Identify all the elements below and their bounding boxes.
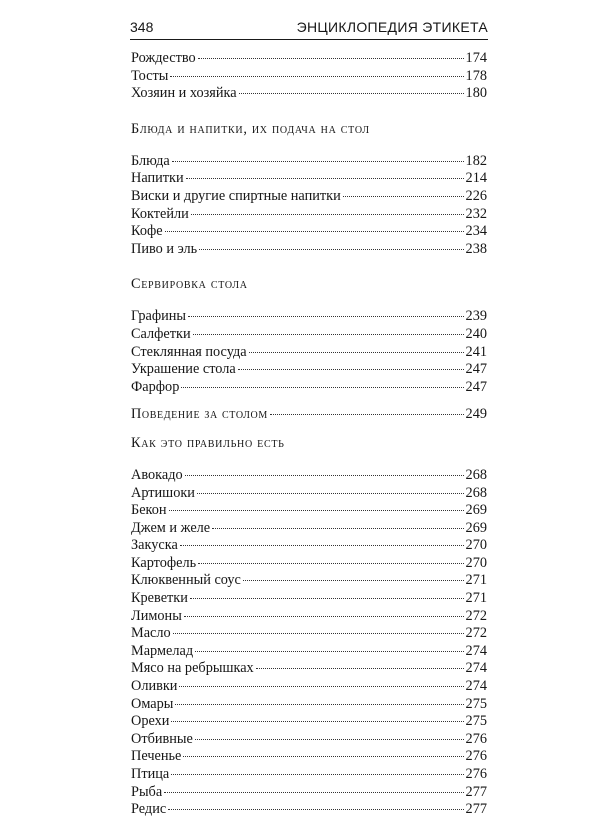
toc-entry [131, 748, 487, 766]
entry-page: 275 [465, 695, 487, 712]
entry-title: Мясо на ребрышках [131, 660, 254, 677]
entry-title: Украшение стола [131, 361, 236, 378]
dot-leader [191, 214, 464, 215]
entry-title: Кофе [131, 223, 163, 240]
entry-page: 277 [465, 801, 487, 818]
entry-title: Птица [131, 766, 170, 782]
entry-title: Хозяин и хозяйка [131, 85, 237, 102]
table-of-contents [131, 50, 487, 819]
dot-leader [183, 756, 463, 757]
entry-page: 232 [465, 205, 487, 222]
dot-leader [179, 686, 463, 687]
entry-page: 240 [465, 325, 487, 342]
entry-page: 178 [465, 67, 487, 84]
dot-leader [239, 93, 464, 94]
toc-entry [131, 801, 487, 819]
entry-title: Масло [131, 625, 171, 642]
dot-leader [195, 651, 463, 652]
dot-leader [171, 721, 463, 722]
entry-title: Напитки [131, 170, 184, 187]
dot-leader [169, 510, 464, 511]
entry-page: 239 [465, 308, 487, 325]
toc-entry [131, 625, 487, 643]
section-heading-dishes: Блюда и напитки, их подача на стол [131, 120, 370, 137]
entry-page: 226 [465, 187, 487, 204]
dot-leader [249, 352, 464, 353]
toc-entry [131, 713, 487, 731]
entry-title: Блюда [131, 152, 170, 169]
toc-entry [131, 223, 487, 241]
toc-entry [131, 520, 487, 538]
dot-leader [184, 616, 464, 617]
toc-entry [131, 784, 487, 802]
entry-title: Рождество [131, 50, 196, 66]
toc-entry [131, 188, 487, 206]
toc-entry [131, 467, 487, 485]
entry-page: 241 [465, 343, 487, 360]
entry-title: Джем и желе [131, 519, 211, 536]
entry-title: Графины [131, 308, 187, 325]
entry-title: Закуска [131, 537, 178, 554]
toc-entry-group [131, 153, 487, 259]
entry-title: Артишоки [131, 484, 195, 501]
entry-page: 271 [465, 590, 487, 607]
entry-title: Стеклянная посуда [131, 343, 247, 360]
toc-entry [131, 308, 487, 326]
dot-leader [238, 369, 464, 370]
entry-title: Виски и другие спиртные напитки [131, 187, 341, 204]
dot-leader [343, 196, 464, 197]
entry-page: 268 [465, 466, 487, 483]
dot-leader [198, 563, 463, 564]
entry-title: Оливки [131, 678, 178, 695]
section-heading-table-setting: Сервировка стола [131, 276, 248, 293]
entry-page: 270 [465, 554, 487, 571]
dot-leader [181, 387, 463, 388]
toc-entry [131, 643, 487, 661]
entry-page: 247 [465, 361, 487, 378]
toc-entry [131, 326, 487, 344]
dot-leader [170, 76, 463, 77]
entry-title: Рыба [131, 783, 163, 800]
entry-page: 274 [465, 660, 487, 677]
header-rule [130, 39, 488, 40]
entry-title: Салфетки [131, 325, 191, 342]
dot-leader [164, 792, 463, 793]
entry-page: 269 [465, 502, 487, 519]
dot-leader [256, 668, 464, 669]
entry-title: Омары [131, 695, 174, 712]
entry-title: Мармелад [131, 642, 194, 659]
dot-leader [185, 475, 464, 476]
dot-leader [171, 774, 463, 775]
running-head [130, 17, 488, 37]
entry-page: 276 [465, 748, 487, 765]
toc-entry [131, 485, 487, 503]
dot-leader [190, 598, 464, 599]
entry-page: 182 [465, 152, 487, 169]
dot-leader [165, 231, 464, 232]
entry-title: Бекон [131, 502, 167, 519]
entry-page: 268 [465, 484, 487, 501]
toc-entry [131, 660, 487, 678]
dot-leader [186, 178, 464, 179]
toc-entry [131, 241, 487, 259]
toc-entry [131, 608, 487, 626]
toc-entry [131, 344, 487, 362]
toc-entry-group [131, 50, 487, 103]
toc-entry [131, 68, 487, 86]
entry-page: 214 [465, 170, 487, 187]
entry-title: Фарфор [131, 378, 180, 395]
toc-entry [131, 572, 487, 590]
entry-title: Печенье [131, 748, 182, 765]
toc-entry [131, 678, 487, 696]
page-number: 348 [130, 19, 154, 35]
dot-leader [270, 414, 464, 415]
entry-page: 174 [465, 50, 487, 66]
entry-page: 275 [465, 713, 487, 730]
dot-leader [198, 58, 464, 59]
entry-title: Клюквенный соус [131, 572, 241, 589]
dot-leader [197, 493, 464, 494]
entry-page: 269 [465, 519, 487, 536]
entry-title: Лимоны [131, 607, 182, 624]
toc-entry-group [131, 467, 487, 819]
dot-leader [212, 528, 463, 529]
dot-leader [180, 545, 464, 546]
dot-leader [172, 161, 464, 162]
entry-page: 274 [465, 678, 487, 695]
toc-entry-group [131, 308, 487, 396]
entry-page: 180 [465, 85, 487, 102]
toc-entry [131, 731, 487, 749]
dot-leader [243, 580, 464, 581]
dot-leader [168, 809, 463, 810]
book-title: ЭНЦИКЛОПЕДИЯ ЭТИКЕТА [296, 19, 488, 35]
dot-leader [193, 334, 464, 335]
toc-entry [131, 590, 487, 608]
dot-leader [199, 249, 463, 250]
entry-page: 234 [465, 223, 487, 240]
toc-entry [131, 85, 487, 103]
dot-leader [175, 704, 463, 705]
dot-leader [173, 633, 464, 634]
dot-leader [195, 739, 464, 740]
toc-entry [131, 555, 487, 573]
toc-entry [131, 361, 487, 379]
entry-page: 272 [465, 625, 487, 642]
entry-title: Поведение за столом [131, 406, 268, 423]
entry-page: 274 [465, 642, 487, 659]
entry-title: Тосты [131, 67, 169, 84]
entry-title: Редис [131, 801, 167, 818]
entry-title: Отбивные [131, 730, 193, 747]
toc-entry [131, 50, 487, 68]
section-heading-how-to-eat: Как это правильно есть [131, 434, 285, 451]
entry-title: Авокадо [131, 466, 183, 483]
toc-entry [131, 379, 487, 397]
toc-entry [131, 502, 487, 520]
entry-page: 270 [465, 537, 487, 554]
entry-title: Креветки [131, 590, 188, 607]
entry-title: Картофель [131, 554, 197, 571]
entry-page: 272 [465, 607, 487, 624]
entry-page: 249 [465, 406, 487, 423]
toc-entry [131, 537, 487, 555]
toc-entry [131, 153, 487, 171]
entry-page: 271 [465, 572, 487, 589]
entry-title: Пиво и эль [131, 240, 198, 257]
entry-title: Коктейли [131, 205, 189, 222]
toc-entry [131, 696, 487, 714]
entry-page: 277 [465, 783, 487, 800]
toc-entry [131, 170, 487, 188]
toc-entry [131, 206, 487, 224]
entry-page: 276 [465, 766, 487, 782]
toc-entry-table-manners [131, 406, 487, 424]
entry-title: Орехи [131, 713, 170, 730]
dot-leader [188, 316, 464, 317]
entry-page: 276 [465, 730, 487, 747]
toc-entry [131, 766, 487, 784]
entry-page: 247 [465, 378, 487, 395]
entry-page: 238 [465, 240, 487, 257]
